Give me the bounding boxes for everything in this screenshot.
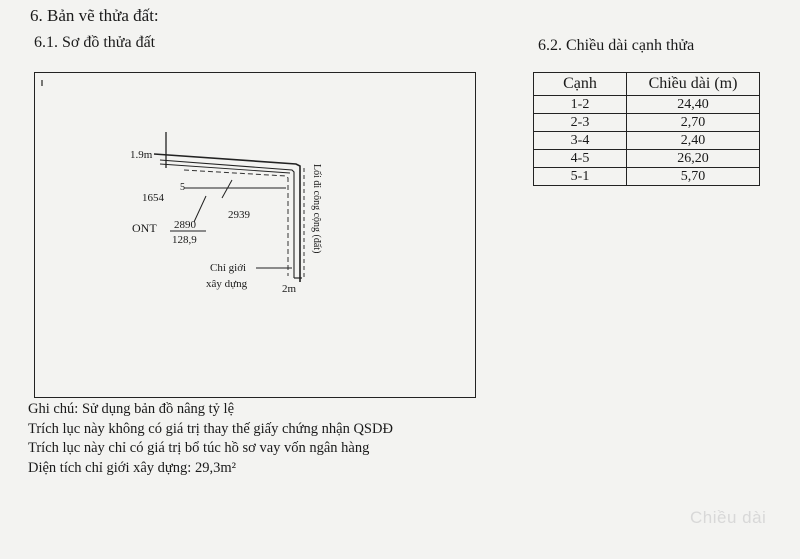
table-row [534, 132, 760, 150]
landuse-label: ONT [132, 221, 157, 235]
length-cell: 5,70 [627, 168, 760, 186]
edge-cell: 1-2 [534, 96, 627, 114]
length-cell: 26,20 [627, 150, 760, 168]
note-line: Trích lục này không có giá trị thay thế giấy chứng nhận QSDĐ [28, 420, 393, 437]
point-label: 5 [180, 182, 185, 193]
table-header-row [534, 73, 760, 96]
notes-block [28, 400, 393, 478]
neighbor-parcel-label: 1654 [142, 192, 164, 204]
parcel-diagram [34, 72, 476, 398]
table-heading: 6.2. Chiều dài cạnh thửa [538, 37, 695, 54]
neighbor-parcel-label-2: 2939 [228, 209, 250, 221]
setback-label: 2m [282, 283, 297, 295]
width-label: 1.9m [130, 149, 153, 161]
length-cell: 2,40 [627, 132, 760, 150]
building-limit-line [184, 170, 288, 276]
length-cell: 2,70 [627, 114, 760, 132]
limit-label-2: xây dựng [206, 278, 248, 290]
table-row [534, 150, 760, 168]
header-length: Chiều dài (m) [627, 73, 760, 96]
edge-cell: 5-1 [534, 168, 627, 186]
edge-cell: 3-4 [534, 132, 627, 150]
edge-length-table [533, 72, 760, 186]
note-line: Ghi chú: Sử dụng bản đồ nâng tỷ lệ [28, 401, 235, 417]
note-line: Trích lục này chỉ có giá trị bổ túc hồ sơ vay vốn ngân hàng [28, 440, 370, 456]
table-row [534, 96, 760, 114]
limit-label-1: Chỉ giới [210, 262, 247, 274]
length-cell: 24,40 [627, 96, 760, 114]
plot-heading: 6.1. Sơ đồ thửa đất [34, 34, 156, 51]
watermark: Chiều dài [690, 508, 767, 527]
parcel-area: 128,9 [172, 234, 197, 246]
road-label: Lối đi công cộng (đất) [311, 164, 322, 254]
table-row [534, 114, 760, 132]
header-edge: Cạnh [534, 73, 627, 96]
parcel-number: 2890 [174, 219, 196, 231]
table-row [534, 168, 760, 186]
edge-cell: 2-3 [534, 114, 627, 132]
note-line: Diện tích chỉ giới xây dựng: 29,3m² [28, 459, 236, 476]
leader-slash [222, 180, 232, 198]
section-title: 6. Bản vẽ thửa đất: [30, 6, 159, 25]
edge-cell: 4-5 [534, 150, 627, 168]
